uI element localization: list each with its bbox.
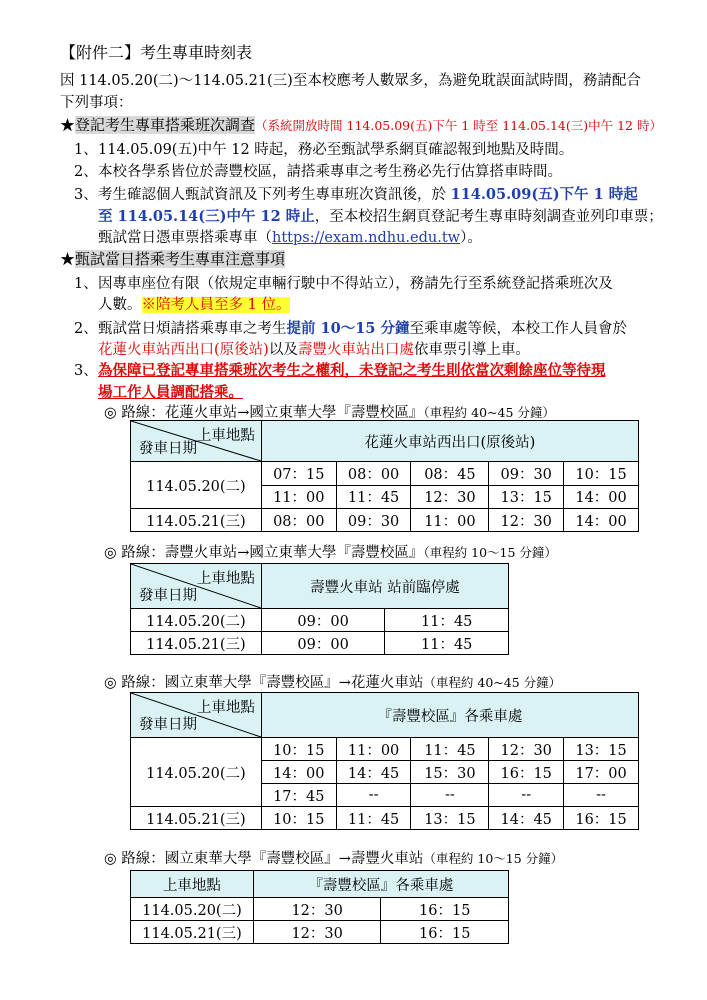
time-cell: 09：00 — [261, 632, 385, 655]
time-cell: -- — [564, 784, 639, 807]
time-cell: 09：30 — [336, 509, 411, 532]
table-row — [131, 462, 639, 486]
route-4-label: ◎ 路線：國立東華大學『壽豐校區』→壽豐火車站（車程約 10～15 分鐘） — [104, 851, 564, 867]
time-cell: -- — [489, 784, 564, 807]
time-cell: 13：15 — [564, 738, 639, 761]
route-4-timetable — [130, 870, 509, 944]
intro-line-2: 下列事項： — [60, 95, 133, 111]
time-cell: 08：00 — [261, 509, 336, 532]
table-corner-header: 上車地點 發車日期 — [131, 421, 262, 462]
exam-website-link[interactable]: https://exam.ndhu.edu.tw — [272, 230, 461, 246]
time-cell: 14：00 — [564, 509, 639, 532]
page-title: 【附件二】考生專車時刻表 — [60, 43, 253, 62]
table-row — [131, 898, 509, 921]
section-1-title: 登記考生專車搭乘班次調查 — [75, 116, 256, 134]
section-2-title: 甄試當日搭乘考生專車注意事項 — [75, 250, 286, 268]
time-cell: 11：45 — [336, 485, 411, 509]
route-1-timetable — [130, 420, 639, 532]
date-cell: 114.05.21(三) — [131, 921, 254, 944]
table-station-header: 『壽豐校區』各乘車處 — [261, 693, 638, 738]
table-corner-header: 上車地點 發車日期 — [131, 564, 262, 609]
route-3-label: ◎ 路線：國立東華大學『壽豐校區』→花蓮火車站（車程約 40~45 分鐘） — [104, 675, 562, 691]
section-2-item-2: 2、甄試當日煩請搭乘專車之考生提前 10～15 分鐘至乘車處等候，本校工作人員會於 花蓮火車站西出口(原後站)以及壽豐火車站出口處依車票引導上車。 — [74, 320, 627, 358]
time-cell: 11：45 — [385, 609, 509, 632]
section-1-item-1: 1、114.05.09(五)中午 12 時起，務必至甄試學系網頁確認報到地點及時間。 — [74, 142, 574, 158]
companion-limit-highlight: ※陪考人員至多 1 位。 — [141, 297, 291, 313]
time-cell: -- — [336, 784, 411, 807]
time-cell: 11：45 — [411, 738, 489, 761]
table-header-row — [131, 564, 509, 609]
time-cell: 15：30 — [411, 761, 489, 784]
table-header-row — [131, 871, 509, 898]
time-cell: 10：15 — [564, 462, 639, 486]
time-cell: 11：45 — [385, 632, 509, 655]
time-cell: 11：00 — [336, 738, 411, 761]
time-cell: 08：45 — [411, 462, 489, 486]
time-cell: 16：15 — [489, 761, 564, 784]
table-header-row — [131, 693, 639, 738]
section-2-item-3: 3、為保障已登記專車搭乘班次考生之權利，未登記之考生則依當次剩餘座位等待現 場工作人員調配搭乘。 — [74, 362, 606, 401]
section-1-heading — [60, 114, 662, 135]
intro-paragraph — [60, 70, 641, 114]
date-cell: 114.05.21(三) — [131, 509, 262, 532]
time-cell: 13：15 — [489, 485, 564, 509]
table-station-header: 壽豐火車站 站前臨停處 — [261, 564, 508, 609]
table-corner-header: 上車地點 發車日期 — [131, 693, 262, 738]
route-2-label: ◎ 路線：壽豐火車站→國立東華大學『壽豐校區』（車程約 10～15 分鐘） — [104, 545, 557, 561]
intro-line-1: 因 114.05.20(二)～114.05.21(三)至本校應考人數眾多，為避免耽誤面試時間，務請配合 — [60, 73, 641, 89]
table-pickup-header: 上車地點 — [131, 871, 254, 898]
time-cell: 09：00 — [261, 609, 385, 632]
time-cell: 12：30 — [411, 485, 489, 509]
time-cell: -- — [411, 784, 489, 807]
date-cell: 114.05.21(三) — [131, 807, 262, 830]
date-cell: 114.05.20(二) — [131, 738, 262, 807]
section-1-item-2: 2、本校各學系皆位於壽豐校區，請搭乘專車之考生務必先行估算搭車時間。 — [74, 164, 562, 180]
time-cell: 14：45 — [336, 761, 411, 784]
section-1-notice: （系統開放時間 114.05.09(五)下午 1 時至 114.05.14(三)中午 12 時） — [255, 118, 662, 133]
time-cell: 12：30 — [253, 921, 381, 944]
star-marker: ★ — [60, 250, 76, 268]
route-3-timetable — [130, 692, 639, 830]
time-cell: 14：45 — [489, 807, 564, 830]
table-row — [131, 921, 509, 944]
section-1-item-3: 3、考生確認個人甄試資訊及下列考生專車班次資訊後，於 114.05.09(五)下午 1 時起 至 114.05.14(三)中午 12 時止，至本校招生網頁登記考生專車時刻調查並列印車票； 甄試當日憑車票搭乘專車（https://exam.ndhu.edu.tw）。 — [74, 186, 663, 246]
section-2-heading — [60, 248, 285, 269]
date-cell: 114.05.20(二) — [131, 898, 254, 921]
section-2-item-1: 1、因專車座位有限（依規定車輛行駛中不得站立），務請先行至系統登記搭乘班次及 人數。※陪考人員至多 1 位。 — [74, 276, 613, 313]
time-cell: 07：15 — [261, 462, 336, 486]
date-cell: 114.05.21(三) — [131, 632, 262, 655]
time-cell: 10：15 — [261, 738, 336, 761]
table-row — [131, 738, 639, 761]
time-cell: 12：30 — [489, 509, 564, 532]
time-cell: 17：00 — [564, 761, 639, 784]
table-row — [131, 632, 509, 655]
time-cell: 10：15 — [261, 807, 336, 830]
route-2-timetable — [130, 563, 509, 655]
table-row — [131, 807, 639, 830]
time-cell: 09：30 — [489, 462, 564, 486]
table-station-header: 『壽豐校區』各乘車處 — [253, 871, 508, 898]
time-cell: 12：30 — [489, 738, 564, 761]
date-cell: 114.05.20(二) — [131, 462, 262, 509]
time-cell: 12：30 — [253, 898, 381, 921]
time-cell: 11：00 — [411, 509, 489, 532]
time-cell: 11：00 — [261, 485, 336, 509]
time-cell: 14：00 — [261, 761, 336, 784]
time-cell: 16：15 — [564, 807, 639, 830]
time-cell: 11：45 — [336, 807, 411, 830]
table-row — [131, 609, 509, 632]
time-cell: 16：15 — [381, 898, 509, 921]
route-1-label: ◎ 路線：花蓮火車站→國立東華大學『壽豐校區』（車程約 40~45 分鐘） — [104, 405, 555, 421]
table-header-row — [131, 421, 639, 462]
star-marker: ★ — [60, 116, 76, 134]
time-cell: 17：45 — [261, 784, 336, 807]
table-row — [131, 509, 639, 532]
date-cell: 114.05.20(二) — [131, 609, 262, 632]
time-cell: 08：00 — [336, 462, 411, 486]
time-cell: 16：15 — [381, 921, 509, 944]
table-station-header: 花蓮火車站西出口(原後站) — [261, 421, 638, 462]
time-cell: 13：15 — [411, 807, 489, 830]
time-cell: 14：00 — [564, 485, 639, 509]
